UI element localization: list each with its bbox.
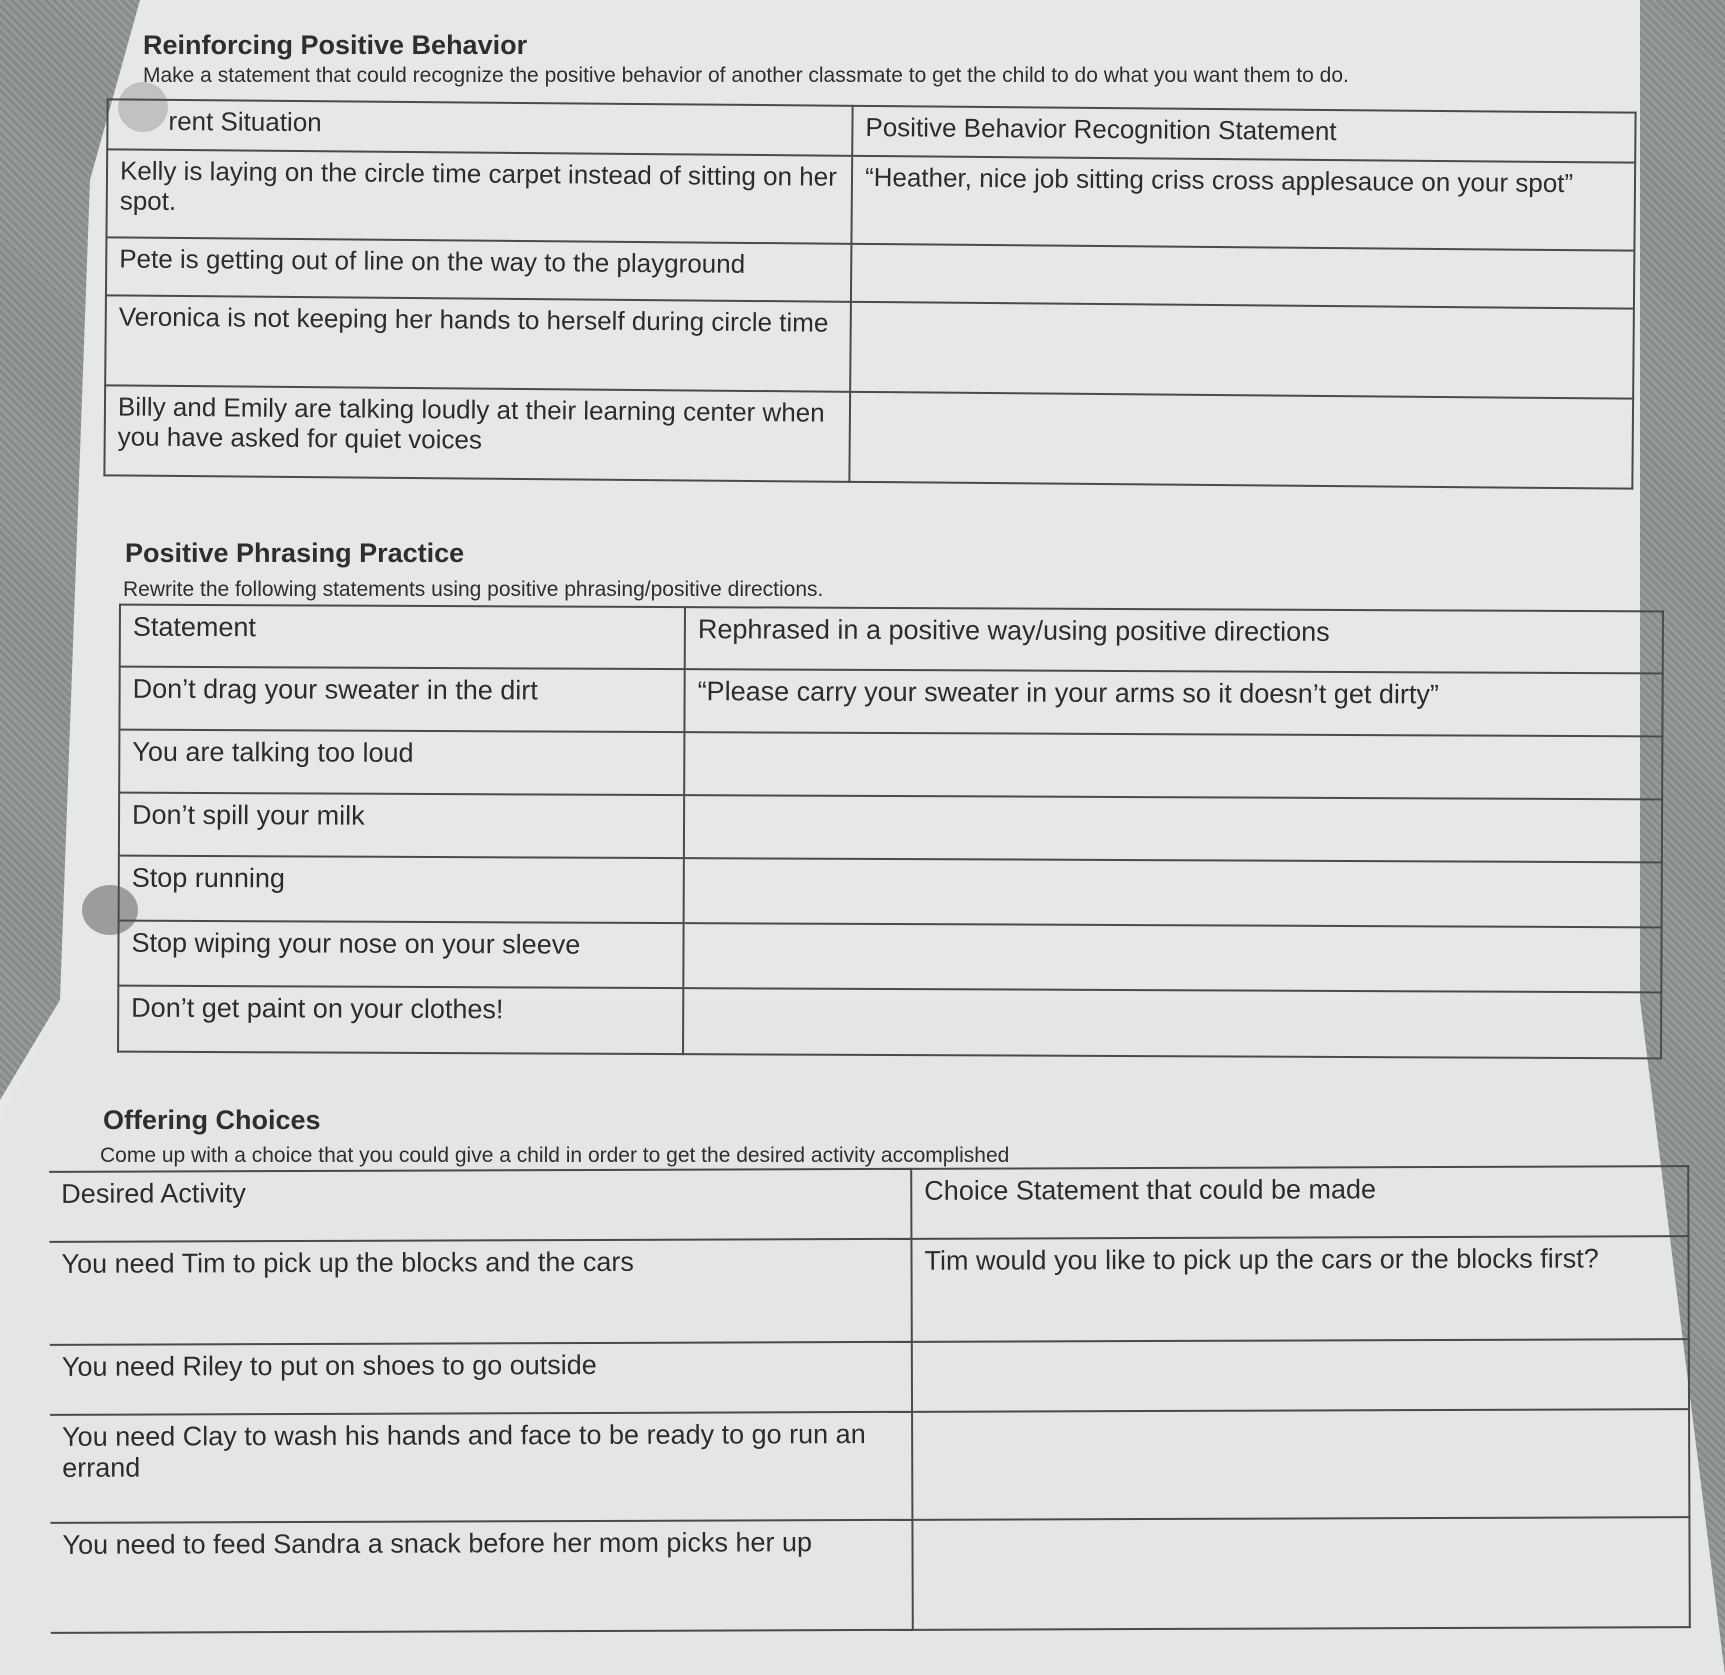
behavior-table	[103, 98, 1636, 489]
phrasing-table	[117, 604, 1664, 1060]
rephrased-cell[interactable]	[683, 923, 1661, 992]
statement-cell: Don’t drag your sweater in the dirt	[119, 667, 684, 732]
rephrased-cell[interactable]	[684, 858, 1662, 927]
rephrased-cell[interactable]	[684, 795, 1662, 862]
header-cell: Positive Behavior Recognition Statement	[852, 106, 1635, 163]
table-row	[106, 149, 1635, 250]
statement-cell[interactable]	[851, 244, 1634, 309]
section-title: Offering Choices	[103, 1105, 321, 1135]
activity-cell: You need to feed Sandra a snack before her mom picks her up	[50, 1520, 912, 1633]
header-cell: Desired Activity	[49, 1169, 911, 1242]
section-instruction: Rewrite the following statements using positive phrasing/positive directions.	[123, 578, 824, 601]
table-row	[105, 295, 1634, 398]
situation-cell: Kelly is laying on the circle time carpet instead of sitting on her spot.	[106, 149, 852, 243]
situation-cell: Billy and Emily are talking loudly at their learning center when you have asked for quiet voices	[104, 385, 850, 481]
situation-cell: Pete is getting out of line on the way to the playground	[106, 237, 851, 301]
choice-cell[interactable]	[912, 1517, 1689, 1630]
section-instruction: Make a statement that could recognize the positive behavior of another classmate to get the child to do what you want them to do.	[143, 64, 1349, 87]
table-row	[50, 1517, 1689, 1633]
table-row	[104, 385, 1633, 488]
choice-cell[interactable]: Tim would you like to pick up the cars or the blocks first?	[911, 1236, 1688, 1342]
choices-table	[49, 1165, 1691, 1634]
header-cell: Rephrased in a positive way/using positive directions	[685, 607, 1663, 673]
header-cell: rent Situation	[107, 99, 852, 155]
table-header-row	[49, 1166, 1688, 1242]
table-row	[118, 986, 1661, 1059]
section-title: Positive Phrasing Practice	[125, 538, 465, 568]
situation-cell: Veronica is not keeping her hands to herself during circle time	[105, 295, 851, 391]
rephrased-cell[interactable]: “Please carry your sweater in your arms so it doesn’t get dirty”	[684, 669, 1662, 736]
table-row	[50, 1409, 1689, 1523]
statement-cell: Don’t spill your milk	[119, 793, 684, 858]
choice-cell[interactable]	[912, 1339, 1689, 1412]
table-header-row	[120, 605, 1663, 674]
table-row	[119, 667, 1662, 737]
header-cell: Statement	[120, 605, 685, 669]
table-row	[119, 730, 1662, 800]
table-row	[49, 1236, 1688, 1345]
section-instruction: Come up with a choice that you could give a child in order to get the desired activity accomplished	[100, 1144, 1010, 1167]
table-row	[50, 1339, 1689, 1415]
statement-cell[interactable]	[850, 302, 1634, 399]
activity-cell: You need Tim to pick up the blocks and the cars	[49, 1239, 911, 1345]
section-title: Reinforcing Positive Behavior	[143, 30, 528, 60]
statement-cell[interactable]: “Heather, nice job sitting criss cross applesauce on your spot”	[851, 156, 1635, 251]
statement-cell[interactable]	[849, 392, 1633, 489]
rephrased-cell[interactable]	[683, 988, 1661, 1058]
table-row	[119, 793, 1662, 863]
activity-cell: You need Clay to wash his hands and face to be ready to go run an errand	[50, 1412, 912, 1523]
statement-cell: Stop running	[119, 856, 684, 923]
activity-cell: You need Riley to put on shoes to go outside	[50, 1342, 912, 1415]
statement-cell: Stop wiping your nose on your sleeve	[118, 921, 683, 988]
rephrased-cell[interactable]	[684, 732, 1662, 799]
statement-cell: Don’t get paint on your clothes!	[118, 986, 683, 1054]
statement-cell: You are talking too loud	[119, 730, 684, 795]
table-row	[119, 856, 1662, 928]
choice-cell[interactable]	[912, 1409, 1689, 1520]
table-row	[118, 921, 1661, 993]
header-cell: Choice Statement that could be made	[911, 1166, 1688, 1239]
